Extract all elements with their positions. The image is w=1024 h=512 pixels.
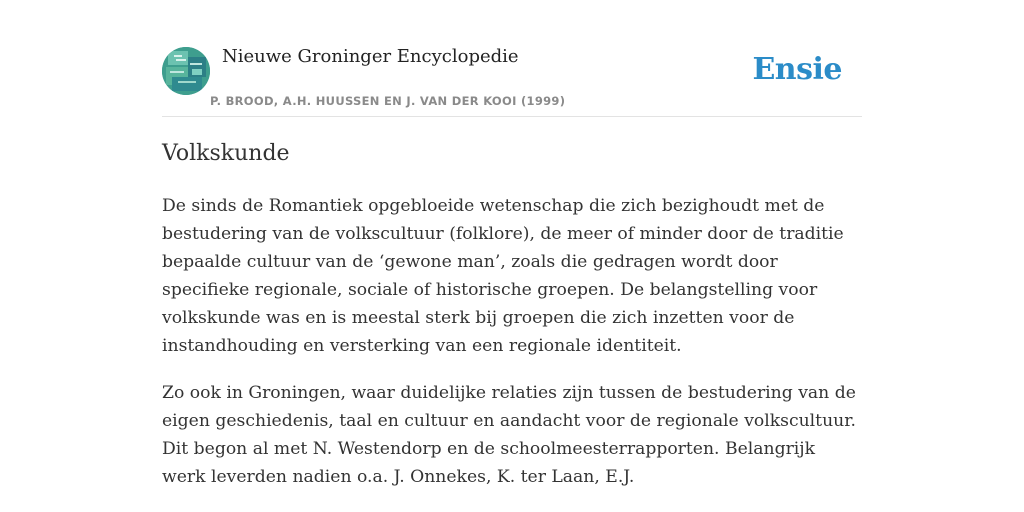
- page-header: [162, 44, 862, 117]
- ensie-logo[interactable]: Ensie: [752, 52, 842, 87]
- article-paragraph: Zo ook in Groningen, waar duidelijke relaties zijn tussen de bestudering van de eigen geschiedenis, taal en cultuur en aandacht voor de regionale volkscultuur. Dit begon al met N. Westendorp en de schoolmeesterrapporten. Belangrijk werk leverden nadien o.a. J. Onnekes, K. ter Laan, E.J.: [162, 383, 857, 487]
- book-cover-image[interactable]: [162, 47, 210, 95]
- article-paragraph: De sinds de Romantiek opgebloeide wetenschap die zich bezighoudt met de bestudering van de volkscultuur (folklore), de meer of minder door de traditie bepaalde cultuur van de ‘gewone man’, zoals die gedragen wordt door specifieke regionale, sociale of historische groepen. De belangstelling voor volkskunde was en is meestal sterk bij groepen die zich inzetten voor de instandhouding en versterking van een regionale identiteit.: [162, 196, 844, 356]
- book-authors: P. BROOD, A.H. HUUSSEN EN J. VAN DER KOOI (1999): [210, 94, 566, 108]
- article-body: [162, 192, 862, 510]
- book-title[interactable]: Nieuwe Groninger Encyclopedie: [222, 46, 519, 67]
- book-cover-icon: [162, 47, 210, 95]
- article-title: Volkskunde: [162, 141, 290, 166]
